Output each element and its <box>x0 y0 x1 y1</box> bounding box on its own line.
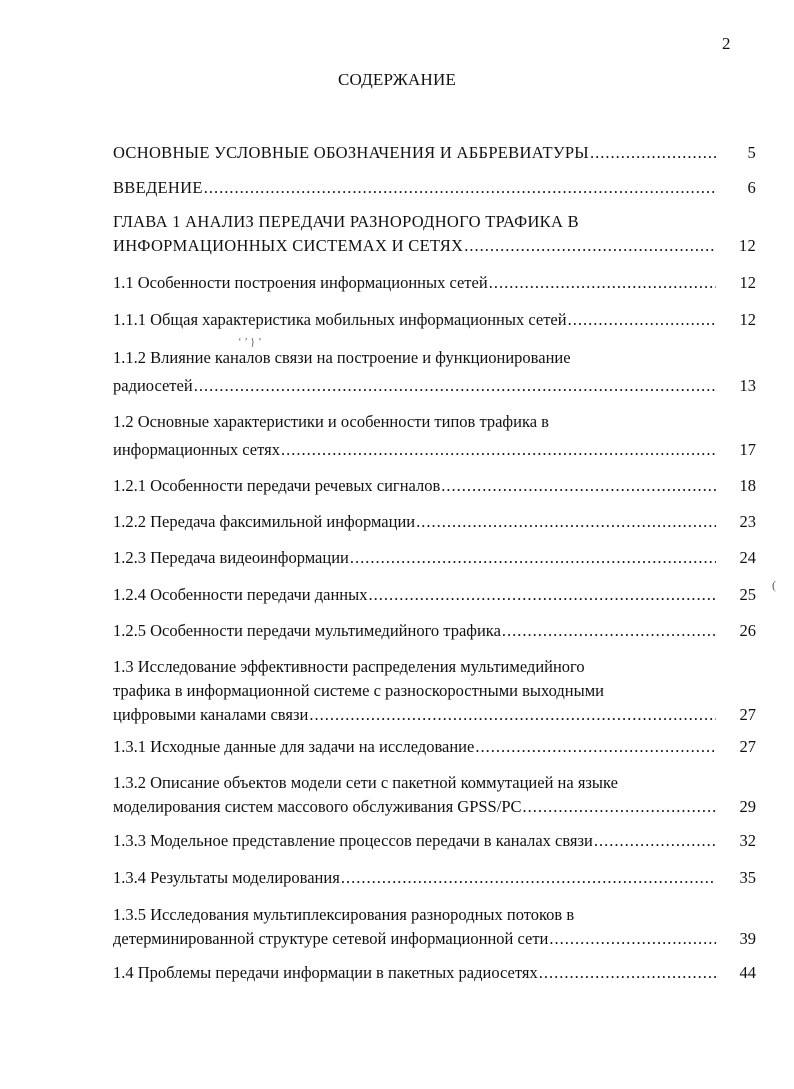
dot-leader <box>594 829 716 853</box>
dot-leader <box>523 795 716 819</box>
toc-entry-page: 32 <box>739 831 756 850</box>
toc-entry-page: 26 <box>739 621 756 640</box>
toc-entry[interactable] <box>113 510 756 534</box>
toc-entry-title: 1.1.1 Общая характеристика мобильных информационных сетей <box>113 310 567 329</box>
dot-leader <box>341 866 716 890</box>
dot-leader <box>502 619 716 643</box>
toc-entry[interactable] <box>113 546 756 570</box>
toc-entry-title-line: 1.1.2 Влияние каналов связи на построение и функционирование <box>113 348 571 367</box>
toc-entry[interactable] <box>113 735 756 759</box>
toc-entry[interactable] <box>113 141 756 165</box>
scan-artifact-mark: ‘ ’ } ’ <box>238 336 262 348</box>
toc-entry-title: 1.2.1 Особенности передачи речевых сигналов <box>113 476 441 495</box>
toc-entry-title: радиосетей <box>113 376 193 395</box>
toc-entry-title: 1.2.3 Передача видеоинформации <box>113 548 349 567</box>
toc-entry[interactable] <box>113 271 756 295</box>
toc-entry-page: 12 <box>738 236 756 255</box>
dot-leader <box>590 141 716 165</box>
toc-entry-title: 1.4 Проблемы передачи информации в пакетных радиосетях <box>113 963 538 982</box>
toc-entry-page: 35 <box>739 868 756 887</box>
toc-entry-title: информационных сетях <box>113 440 280 459</box>
toc-entry[interactable] <box>113 771 756 819</box>
toc-entry[interactable] <box>113 210 756 258</box>
toc-entry-page: 25 <box>739 585 756 604</box>
toc-entry[interactable] <box>113 655 756 727</box>
toc-entry[interactable] <box>113 866 756 890</box>
toc-entry-title-line: 1.2 Основные характеристики и особенности типов трафика в <box>113 412 549 431</box>
toc-entry[interactable] <box>113 176 756 200</box>
dot-leader <box>441 474 716 498</box>
toc-entry-page: 17 <box>739 440 756 459</box>
toc-entry[interactable] <box>113 308 756 332</box>
toc-entry[interactable] <box>113 903 756 951</box>
toc-entry[interactable] <box>113 829 756 853</box>
dot-leader <box>416 510 716 534</box>
toc-entry-page: 12 <box>739 310 756 329</box>
toc-entry-page: 27 <box>739 705 756 724</box>
toc-entry-title: 1.3.3 Модельное представление процессов передачи в каналах связи <box>113 831 593 850</box>
toc-entry-page: 24 <box>739 548 756 567</box>
dot-leader <box>568 308 716 332</box>
toc-entry-title: ОСНОВНЫЕ УСЛОВНЫЕ ОБОЗНАЧЕНИЯ И АББРЕВИАТУРЫ <box>113 143 589 162</box>
toc-entry-title: ВВЕДЕНИЕ <box>113 178 203 197</box>
dot-leader <box>204 176 716 200</box>
dot-leader <box>309 703 716 727</box>
dot-leader <box>194 372 716 400</box>
toc-entry-title: 1.2.2 Передача факсимильной информации <box>113 512 416 531</box>
page-number: 2 <box>722 34 731 53</box>
toc-entry-title: 1.3.4 Результаты моделирования <box>113 868 340 887</box>
document-title: СОДЕРЖАНИЕ <box>337 70 457 89</box>
toc-entry-title: 1.2.4 Особенности передачи данных <box>113 585 368 604</box>
toc-entry-page: 13 <box>739 376 756 395</box>
toc-entry[interactable] <box>113 961 756 985</box>
toc-entry-page: 12 <box>739 273 756 292</box>
toc-entry[interactable] <box>113 619 756 643</box>
toc-entry[interactable] <box>113 474 756 498</box>
toc-entry-title: цифровыми каналами связи <box>113 705 309 724</box>
toc-entry-title: 1.2.5 Особенности передачи мультимедийного трафика <box>113 621 501 640</box>
toc-entry-title: детерминированной структуре сетевой информационной сети <box>113 929 549 948</box>
toc-entry-page: 6 <box>747 178 756 197</box>
toc-entry-title-line: 1.3.2 Описание объектов модели сети с пакетной коммутацией на языке <box>113 773 618 792</box>
toc-entry-title-line: ГЛАВА 1 АНАЛИЗ ПЕРЕДАЧИ РАЗНОРОДНОГО ТРАФИКА В <box>113 212 579 231</box>
dot-leader <box>281 436 716 464</box>
dot-leader <box>368 583 716 607</box>
toc-entry-page: 27 <box>739 737 756 756</box>
toc-entry-title: ИНФОРМАЦИОННЫХ СИСТЕМАХ И СЕТЯХ <box>113 236 464 255</box>
toc-entry-title: 1.3.1 Исходные данные для задачи на исследование <box>113 737 475 756</box>
toc-entry-page: 44 <box>739 963 756 982</box>
toc-entry[interactable] <box>113 344 756 400</box>
toc-entry-title: моделирования систем массового обслуживания GPSS/PC <box>113 797 522 816</box>
toc-entry-page: 29 <box>739 797 756 816</box>
dot-leader <box>539 961 716 985</box>
toc-entry-page: 5 <box>747 143 756 162</box>
toc-entry[interactable] <box>113 408 756 464</box>
dot-leader <box>350 546 716 570</box>
toc-entry-page: 18 <box>739 476 756 495</box>
toc-entry-title: 1.1 Особенности построения информационных сетей <box>113 273 488 292</box>
dot-leader <box>549 927 716 951</box>
dot-leader <box>464 234 716 258</box>
scan-artifact-mark: ( <box>772 578 776 592</box>
toc-entry[interactable] <box>113 583 756 607</box>
toc-entry-title-line: трафика в информационной системе с разноскоростными выходными <box>113 681 604 700</box>
toc-entry-title-line: 1.3 Исследование эффективности распределения мультимедийного <box>113 657 585 676</box>
dot-leader <box>475 735 716 759</box>
toc-entry-title-line: 1.3.5 Исследования мультиплексирования разнородных потоков в <box>113 905 575 924</box>
toc-entry-page: 23 <box>739 512 756 531</box>
toc-entry-page: 39 <box>739 929 756 948</box>
dot-leader <box>489 271 716 295</box>
